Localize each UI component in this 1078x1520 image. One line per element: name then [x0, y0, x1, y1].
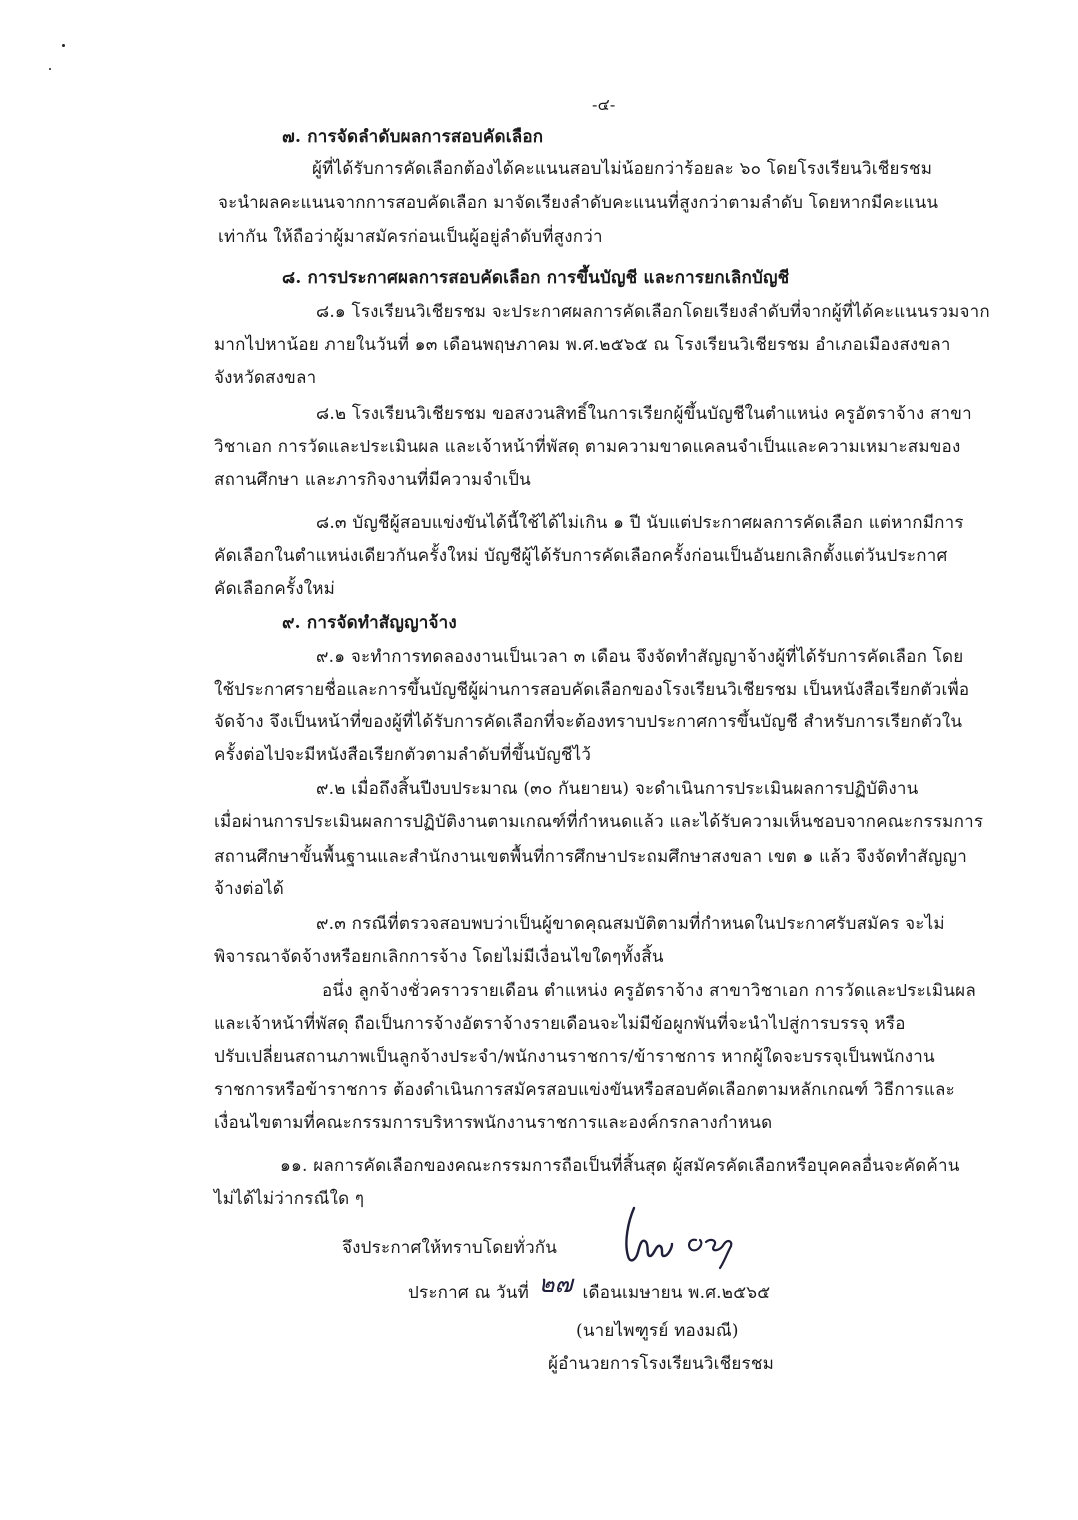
- date-suffix: เดือนเมษายน พ.ศ.๒๕๖๕: [582, 1283, 771, 1303]
- handwritten-signature: [600, 1198, 780, 1282]
- section-11-line: ไม่ได้ไม่ว่ากรณีใด ๆ: [214, 1189, 365, 1209]
- section-8-3-line: คัดเลือกครั้งใหม่: [214, 579, 336, 599]
- date-prefix: ประกาศ ณ วันที่: [408, 1283, 530, 1303]
- note-line: และเจ้าหน้าที่พัสดุ ถือเป็นการจ้างอัตราจ้างรายเดือนจะไม่มีข้อผูกพันที่จะนำไปสู่การบรรจุ หรือ: [214, 1014, 906, 1034]
- section-9-1-line: จัดจ้าง จึงเป็นหน้าที่ของผู้ที่ได้รับการคัดเลือกที่จะต้องทราบประกาศการขึ้นบัญชี สำหรับการเรียกตัวใน: [214, 712, 963, 732]
- section-9-1-line: ๙.๑ จะทำการทดลองงานเป็นเวลา ๓ เดือน จึงจัดทำสัญญาจ้างผู้ที่ได้รับการคัดเลือก โดย: [316, 647, 964, 667]
- section-8-3-line: ๘.๓ บัญชีผู้สอบแข่งขันได้นี้ใช้ได้ไม่เกิน ๑ ปี นับแต่ประกาศผลการคัดเลือก แต่หากมีการ: [316, 513, 964, 533]
- date-day-handwritten: ๒๗: [538, 1270, 573, 1298]
- section-9-2-line: สถานศึกษาขั้นพื้นฐานและสำนักงานเขตพื้นที่การศึกษาประถมศึกษาสงขลา เขต ๑ แล้ว จึงจัดทำสัญญา: [214, 847, 967, 867]
- section-9-2-line: จ้างต่อได้: [214, 879, 285, 899]
- section-8-3-line: คัดเลือกในตำแหน่งเดียวกันครั้งใหม่ บัญชีผู้ได้รับการคัดเลือกครั้งก่อนเป็นอันยกเลิกตั้งแต่วันประกาศ: [214, 546, 948, 566]
- note-line: ปรับเปลี่ยนสถานภาพเป็นลูกจ้างประจำ/พนักงานราชการ/ข้าราชการ หากผู้ใดจะบรรจุเป็นพนักงาน: [214, 1047, 935, 1067]
- section-8-2-line: วิชาเอก การวัดและประเมินผล และเจ้าหน้าที่พัสดุ ตามความขาดแคลนจำเป็นและความเหมาะสมของ: [214, 437, 961, 457]
- section-9-2-line: ๙.๒ เมื่อถึงสิ้นปีงบประมาณ (๓๐ กันยายน) จะดำเนินการประเมินผลการปฏิบัติงาน: [316, 779, 919, 799]
- section-8-1-line: มากไปหาน้อย ภายในวันที่ ๑๓ เดือนพฤษภาคม พ.ศ.๒๕๖๕ ณ โรงเรียนวิเชียรชม อำเภอเมืองสงขลา: [214, 335, 951, 355]
- note-line: เงื่อนไขตามที่คณะกรรมการบริหารพนักงานราชการและองค์กรกลางกำหนด: [214, 1113, 773, 1133]
- section-11-line: ๑๑. ผลการคัดเลือกของคณะกรรมการถือเป็นที่สิ้นสุด ผู้สมัครคัดเลือกหรือบุคคลอื่นจะคัดค้าน: [280, 1156, 960, 1176]
- note-line: อนึ่ง ลูกจ้างชั่วคราวรายเดือน ตำแหน่ง ครูอัตราจ้าง สาขาวิชาเอก การวัดและประเมินผล: [322, 981, 976, 1001]
- section-9-3-line: พิจารณาจัดจ้างหรือยกเลิกการจ้าง โดยไม่มีเงื่อนไขใดๆทั้งสิ้น: [214, 947, 664, 967]
- section-7-line: จะนำผลคะแนนจากการสอบคัดเลือก มาจัดเรียงลำดับคะแนนที่สูงกว่าตามลำดับ โดยหากมีคะแนน: [218, 193, 939, 213]
- announcement-date: [408, 1270, 771, 1305]
- section-8-heading: ๘. การประกาศผลการสอบคัดเลือก การขึ้นบัญชี และการยกเลิกบัญชี: [282, 268, 790, 288]
- note-line: ราชการหรือข้าราชการ ต้องดำเนินการสมัครสอบแข่งขันหรือสอบคัดเลือกตามหลักเกณฑ์ วิธีการและ: [214, 1080, 955, 1100]
- signatory-title: ผู้อำนวยการโรงเรียนวิเชียรชม: [548, 1354, 775, 1374]
- section-9-3-line: ๙.๓ กรณีที่ตรวจสอบพบว่าเป็นผู้ขาดคุณสมบัติตามที่กำหนดในประกาศรับสมัคร จะไม่: [316, 914, 945, 934]
- section-7-line: เท่ากัน ให้ถือว่าผู้มาสมัครก่อนเป็นผู้อยู่ลำดับที่สูงกว่า: [218, 227, 603, 247]
- scan-speck: [62, 44, 65, 47]
- section-9-1-line: ครั้งต่อไปจะมีหนังสือเรียกตัวตามลำดับที่ขึ้นบัญชีไว้: [214, 745, 592, 765]
- section-9-heading: ๙. การจัดทำสัญญาจ้าง: [282, 613, 457, 633]
- section-8-2-line: สถานศึกษา และภารกิจงานที่มีความจำเป็น: [214, 470, 531, 490]
- signatory-name: (นายไพฑูรย์ ทองมณี): [576, 1321, 739, 1341]
- section-9-1-line: ใช้ประกาศรายชื่อและการขึ้นบัญชีผู้ผ่านการสอบคัดเลือกของโรงเรียนวิเชียรชม เป็นหนังสือเรียกตัวเพื่อ: [214, 680, 970, 700]
- announcement-text: จึงประกาศให้ทราบโดยทั่วกัน: [342, 1238, 558, 1258]
- section-8-2-line: ๘.๒ โรงเรียนวิเชียรชม ขอสงวนสิทธิ์ในการเรียกผู้ขึ้นบัญชีในตำแหน่ง ครูอัตราจ้าง สาขา: [316, 404, 972, 424]
- section-8-1-line: ๘.๑ โรงเรียนวิเชียรชม จะประกาศผลการคัดเลือกโดยเรียงลำดับที่จากผู้ที่ได้คะแนนรวมจาก: [316, 302, 990, 322]
- scan-speck: [49, 68, 51, 70]
- section-9-2-line: เมื่อผ่านการประเมินผลการปฏิบัติงานตามเกณฑ์ที่กำหนดแล้ว และได้รับความเห็นชอบจากคณะกรรมการ: [214, 812, 984, 832]
- page-number: -๔-: [592, 95, 616, 114]
- section-8-1-line: จังหวัดสงขลา: [214, 368, 317, 388]
- section-7-heading: ๗. การจัดลำดับผลการสอบคัดเลือก: [282, 127, 544, 147]
- section-7-line: ผู้ที่ได้รับการคัดเลือกต้องได้คะแนนสอบไม่น้อยกว่าร้อยละ ๖๐ โดยโรงเรียนวิเชียรชม: [312, 159, 933, 179]
